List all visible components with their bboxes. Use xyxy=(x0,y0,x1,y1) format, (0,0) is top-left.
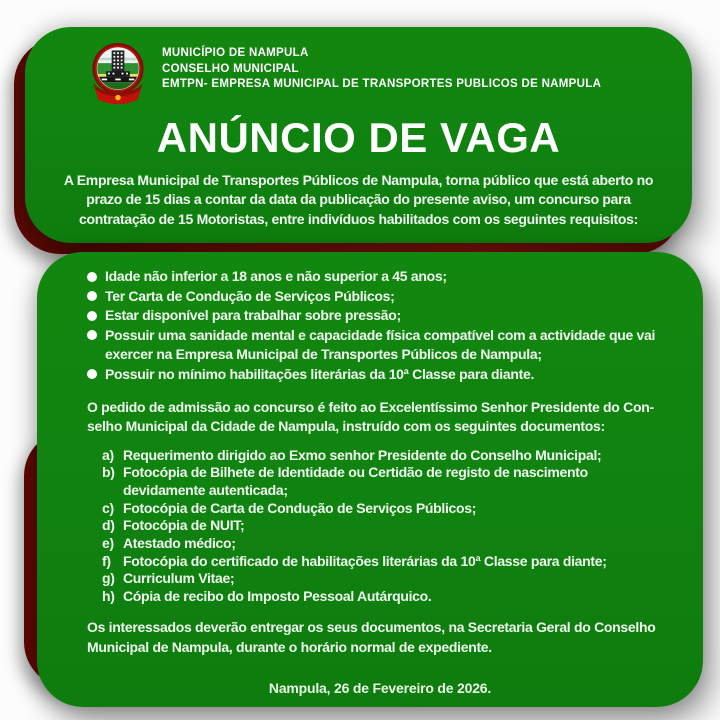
list-item xyxy=(102,464,673,499)
document-letter: f) xyxy=(102,552,111,569)
list-item xyxy=(102,588,673,606)
bullet-icon xyxy=(87,272,97,282)
document-text: Curriculum Vitae; xyxy=(123,570,235,587)
intro-paragraph: A Empresa Municipal de Transportes Públicos de Nampula, torna público que está aberto no prazo de 15 dias a contar da data da publicação do presente aviso, um concurso para contratação de 15 Motoristas, entre indivíduos habilitados com os seguintes requisitos: xyxy=(63,172,654,227)
documents-list xyxy=(102,447,673,606)
list-item xyxy=(87,267,673,287)
list-item xyxy=(102,447,673,465)
requirement-text: Ter Carta de Condução de Serviços Públicos; xyxy=(105,287,395,304)
requirement-text: Estar disponível para trabalhar sobre pressão; xyxy=(105,307,401,324)
requirement-text: Idade não inferior a 18 anos e não superior a 45 anos; xyxy=(105,268,447,284)
org-line-municipio: MUNICÍPIO DE NAMPULA xyxy=(162,47,309,59)
list-item xyxy=(102,570,673,588)
bullet-icon xyxy=(87,291,97,301)
list-item xyxy=(102,553,673,571)
letterhead xyxy=(89,40,692,107)
municipal-emblem-icon xyxy=(89,41,147,107)
header-card xyxy=(25,27,692,243)
list-item xyxy=(87,287,673,307)
requirement-text: Possuir uma sanidade mental e capacidade física compatível com a actividade que vai exercer na Empresa Municipal de Transportes Públicos de Nampula; xyxy=(105,326,656,363)
body-card xyxy=(37,252,703,707)
list-item xyxy=(102,500,673,518)
bullet-icon xyxy=(87,369,97,379)
document-text: Fotocópia de Carta de Condução de Serviços Públicos; xyxy=(123,499,477,516)
document-text: Cópia de recibo do Imposto Pessoal Autárquico. xyxy=(123,587,432,604)
document-text: Fotocópia de Bilhete de Identidade ou Certidão de registo de nascimento devidamente autenticada; xyxy=(123,464,588,498)
document-letter: e) xyxy=(102,534,114,551)
admission-paragraph: O pedido de admissão ao concurso é feito ao Excelentíssimo Senhor Presidente do Conselho Municipal da Cidade de Nampula, instruído com os seguintes documentos: xyxy=(87,398,655,435)
document-text: Fotocópia do certificado de habilitações literárias da 10ª Classe para diante; xyxy=(123,552,607,569)
org-line-conselho: CONSELHO MUNICIPAL xyxy=(162,62,299,75)
org-titles xyxy=(162,46,601,93)
list-item xyxy=(102,535,673,553)
page-title: ANÚNCIO DE VAGA xyxy=(156,114,561,161)
bullet-icon xyxy=(87,330,97,340)
document-letter: b) xyxy=(102,464,115,481)
document-letter: a) xyxy=(102,446,114,463)
list-item xyxy=(87,326,673,365)
document-text: Fotocópia de NUIT; xyxy=(123,517,245,534)
list-item xyxy=(87,306,673,326)
requirements-list xyxy=(87,267,673,385)
document-text: Atestado médico; xyxy=(123,534,236,551)
list-item xyxy=(102,517,673,535)
document-letter: c) xyxy=(102,499,114,516)
document-text: Requerimento dirigido ao Exmo senhor Presidente do Conselho Municipal; xyxy=(123,446,602,463)
body-card-content xyxy=(37,252,703,696)
document-letter: g) xyxy=(102,570,115,587)
document-letter: d) xyxy=(102,517,115,534)
dateline: Nampula, 26 de Fevereiro de 2026. xyxy=(268,679,492,696)
org-line-emtpn: EMTPN- EMPRESA MUNICIPAL DE TRANSPORTES PUBLICOS DE NAMPULA xyxy=(162,78,602,90)
document-letter: h) xyxy=(102,587,115,604)
list-item xyxy=(87,365,673,385)
submission-paragraph: Os interessados deverão entregar os seus documentos, na Secretaria Geral do Conselho Municipal de Nampula, durante o horário normal de expediente. xyxy=(87,619,656,655)
bullet-icon xyxy=(87,311,97,321)
requirement-text: Possuir no mínimo habilitações literárias da 10ª Classe para diante. xyxy=(105,365,535,382)
